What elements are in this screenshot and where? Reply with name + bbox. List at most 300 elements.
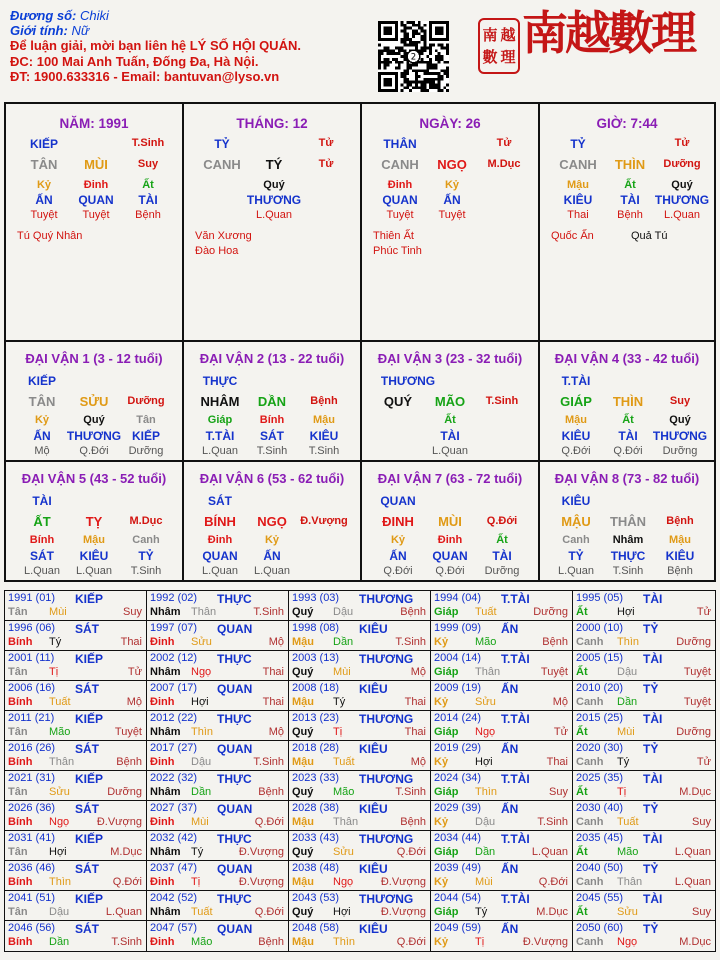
year-stem: Giáp — [434, 786, 459, 798]
year-stage: Thai — [262, 696, 284, 708]
year-stage: M.Dục — [536, 906, 568, 918]
year-stage: Tử — [127, 666, 142, 678]
year-branch: Mão — [191, 936, 213, 948]
year-branch: Thìn — [475, 786, 498, 798]
hidden-stage: Tuyệt — [438, 209, 466, 221]
year-cell — [431, 741, 573, 771]
year-stage: Tuyệt — [683, 696, 711, 708]
year-cell — [289, 621, 431, 651]
year-god: ẤN — [501, 622, 519, 636]
luck-hidden-stage: Q.Đới — [435, 565, 465, 577]
year-stage: Bệnh — [400, 606, 426, 618]
year-label: 1999 (09) — [434, 622, 482, 634]
luck-god: KIẾP — [27, 374, 56, 388]
year-label: 2048 (58) — [292, 922, 340, 934]
hidden-god: ẤN — [443, 193, 461, 207]
hidden-god: THƯƠNG — [246, 193, 302, 207]
year-stem: Kỷ — [434, 876, 449, 888]
year-stage: Đ.Vượng — [522, 936, 568, 948]
year-stem: Canh — [576, 696, 604, 708]
year-branch: Sửu — [617, 906, 638, 918]
year-branch: Thìn — [617, 636, 640, 648]
year-god: KIÊU — [359, 622, 388, 636]
luck-stage: Đ.Vượng — [300, 515, 348, 527]
year-stage: Dưỡng — [107, 786, 142, 798]
luck-hidden-stem: Kỷ — [390, 534, 406, 546]
year-stage: Bệnh — [116, 756, 142, 768]
luck-hidden-stage: Q.Đới — [561, 445, 591, 457]
year-cell — [289, 831, 431, 861]
year-stage: T.Sinh — [537, 816, 568, 828]
year-cell — [5, 891, 147, 921]
pillar-god: TỶ — [214, 137, 230, 151]
year-god: KIÊU — [359, 862, 388, 876]
year-stem: Tân — [8, 906, 28, 918]
luck-branch: DẦN — [257, 394, 287, 409]
year-stem: Canh — [576, 936, 604, 948]
luck-hidden-god: ẤN — [33, 429, 51, 443]
year-stage: Bệnh — [258, 936, 284, 948]
year-god: THỰC — [217, 832, 252, 846]
year-label: 2032 (42) — [150, 832, 198, 844]
luck-hidden-stage: Dưỡng — [484, 565, 520, 577]
luck-hidden-stage: T.Sinh — [256, 445, 288, 457]
year-label: 1996 (06) — [8, 622, 56, 634]
hidden-god: THƯƠNG — [654, 193, 710, 207]
pillar-title: NĂM: 1991 — [59, 116, 129, 131]
year-stem: Quý — [292, 606, 314, 618]
year-god: THƯƠNG — [359, 832, 414, 846]
year-stem: Canh — [576, 816, 604, 828]
year-label: 2029 (39) — [434, 802, 482, 814]
year-stem: Kỷ — [434, 936, 449, 948]
pillar-god-right: T.Sinh — [131, 137, 165, 149]
year-cell — [573, 711, 715, 741]
year-cell — [5, 921, 147, 951]
luck-branch: TỴ — [85, 514, 103, 529]
year-label: 2015 (25) — [576, 712, 624, 724]
hidden-stem: Quý — [263, 179, 285, 191]
year-branch: Sửu — [475, 696, 496, 708]
year-god: KIẾP — [75, 892, 104, 906]
luck-hidden-god: THỰC — [610, 549, 646, 563]
year-label: 2033 (43) — [292, 832, 340, 844]
year-stage: Q.Đới — [396, 936, 426, 948]
year-cell — [147, 861, 289, 891]
year-branch: Tị — [617, 786, 627, 798]
year-cell — [5, 831, 147, 861]
year-cell — [5, 861, 147, 891]
luck-hidden-stem: Kỷ — [264, 534, 280, 546]
year-stage: Suy — [692, 816, 711, 828]
year-cell — [289, 741, 431, 771]
year-label: 2013 (23) — [292, 712, 340, 724]
pillar-god: THÂN — [383, 137, 417, 151]
year-god: QUAN — [217, 862, 253, 876]
year-stem: Bính — [8, 936, 33, 948]
pillar-box — [4, 102, 184, 342]
year-branch: Tị — [475, 936, 485, 948]
pillar-stage: Suy — [137, 158, 159, 170]
luck-hidden-stage: T.Sinh — [308, 445, 340, 457]
luck-stem: TÂN — [28, 394, 56, 409]
hidden-stage: L.Quan — [663, 209, 701, 221]
year-stage: Q.Đới — [538, 876, 568, 888]
luck-hidden-god: KIÊU — [309, 429, 339, 443]
hidden-stem: Đinh — [83, 179, 109, 191]
year-god: T.TÀI — [501, 592, 530, 606]
hidden-god: ẤN — [35, 193, 53, 207]
pillar-stage: Dưỡng — [663, 158, 701, 170]
year-branch: Hợi — [617, 606, 635, 618]
year-god: T.TÀI — [501, 712, 530, 726]
hidden-god: TÀI — [620, 193, 640, 207]
luck-hidden-stem: Mậu — [83, 534, 105, 546]
year-stage: L.Quan — [531, 846, 568, 858]
luck-stem: ĐINH — [382, 514, 414, 529]
hidden-stage: L.Quan — [255, 209, 293, 221]
year-label: 2049 (59) — [434, 922, 482, 934]
year-god: THƯƠNG — [359, 712, 414, 726]
luck-god: QUAN — [380, 494, 416, 508]
luck-hidden-stem: Nhâm — [612, 534, 644, 546]
year-stage: Suy — [692, 906, 711, 918]
year-stem: Quý — [292, 726, 314, 738]
luck-hidden-stem: Đinh — [207, 534, 233, 546]
special-star: Quả Tú — [631, 230, 668, 242]
year-stage: Suy — [123, 606, 142, 618]
hidden-stage: Tuyệt — [82, 209, 110, 221]
year-stem: Ất — [576, 906, 588, 918]
luck-god: KIÊU — [561, 494, 591, 508]
year-god: TỶ — [643, 922, 659, 936]
year-branch: Dậu — [617, 666, 638, 678]
year-label: 1995 (05) — [576, 592, 624, 604]
year-label: 1998 (08) — [292, 622, 340, 634]
luck-hidden-stem: Kỷ — [34, 414, 50, 426]
year-branch: Dậu — [475, 816, 496, 828]
year-cell — [5, 801, 147, 831]
year-stage: Tử — [696, 756, 711, 768]
year-label: 2037 (47) — [150, 862, 198, 874]
year-stem: Đinh — [150, 816, 175, 828]
year-stem: Bính — [8, 876, 33, 888]
luck-stem: ẤT — [33, 514, 51, 529]
luck-hidden-god: KIẾP — [131, 429, 160, 443]
year-cell — [573, 831, 715, 861]
year-stage: Q.Đới — [254, 906, 284, 918]
luck-god: SÁT — [208, 494, 232, 508]
year-stage: T.Sinh — [253, 606, 284, 618]
year-cell — [147, 891, 289, 921]
year-label: 2022 (32) — [150, 772, 198, 784]
luck-branch: NGỌ — [257, 514, 287, 529]
year-god: KIÊU — [359, 922, 388, 936]
year-branch: Thân — [49, 756, 75, 768]
year-cell — [147, 651, 289, 681]
year-cell — [5, 741, 147, 771]
luck-branch: MÙI — [438, 514, 462, 529]
year-stem: Tân — [8, 726, 28, 738]
luck-hidden-stem: Bính — [29, 534, 55, 546]
year-label: 2016 (26) — [8, 742, 56, 754]
year-branch: Thân — [617, 876, 643, 888]
luck-branch: MÃO — [434, 394, 466, 409]
year-branch: Thìn — [49, 876, 72, 888]
year-branch: Tuất — [49, 696, 71, 708]
luck-hidden-stage: Bệnh — [667, 565, 693, 577]
luck-hidden-god: KIÊU — [665, 549, 695, 563]
year-god: KIẾP — [75, 772, 104, 786]
luck-hidden-stem: Quý — [83, 414, 105, 426]
pillar-box — [538, 102, 716, 342]
year-stem: Đinh — [150, 756, 175, 768]
year-stage: Suy — [549, 786, 568, 798]
year-branch: Thân — [333, 816, 359, 828]
luck-hidden-stem: Bính — [259, 414, 285, 426]
year-god: T.TÀI — [501, 832, 530, 846]
year-branch: Sửu — [49, 786, 70, 798]
luck-branch: THÌN — [612, 394, 644, 409]
year-cell — [5, 621, 147, 651]
luck-pillar-box — [360, 460, 540, 582]
year-branch: Mùi — [475, 876, 493, 888]
year-cell — [147, 771, 289, 801]
luck-pillar-box — [538, 460, 716, 582]
year-stem: Mậu — [292, 756, 314, 768]
special-star: Tú Quý Nhân — [17, 230, 83, 242]
year-stage: Q.Đới — [396, 846, 426, 858]
luck-branch: SỬU — [79, 394, 109, 409]
year-label: 2020 (30) — [576, 742, 624, 754]
year-branch: Ngọ — [617, 936, 638, 948]
year-stem: Ất — [576, 606, 588, 618]
year-stage: L.Quan — [674, 876, 711, 888]
year-label: 2030 (40) — [576, 802, 624, 814]
luck-pillar-box — [182, 460, 362, 582]
year-stem: Giáp — [434, 666, 459, 678]
luck-god: TÀI — [32, 494, 52, 508]
year-stage: Mộ — [268, 726, 284, 738]
year-god: QUAN — [217, 682, 253, 696]
luck-hidden-god: TÀI — [618, 429, 638, 443]
year-label: 2009 (19) — [434, 682, 482, 694]
gender-value: Nữ — [71, 23, 90, 39]
hidden-stage: Bệnh — [617, 209, 643, 221]
year-stage: M.Dục — [110, 846, 142, 858]
luck-hidden-god: TÀI — [440, 429, 460, 443]
year-branch: Tị — [191, 876, 201, 888]
year-cell — [289, 591, 431, 621]
pillar-stem: TÂN — [30, 157, 58, 172]
year-god: KIÊU — [359, 742, 388, 756]
year-branch: Dần — [49, 936, 70, 948]
year-god: SÁT — [75, 922, 99, 936]
year-stem: Canh — [576, 636, 604, 648]
year-label: 2006 (16) — [8, 682, 56, 694]
year-stem: Mậu — [292, 876, 314, 888]
year-stem: Ất — [576, 786, 588, 798]
special-star: Quốc Ấn — [551, 230, 594, 242]
year-label: 1992 (02) — [150, 592, 198, 604]
year-god: THƯƠNG — [359, 652, 414, 666]
luck-hidden-stage: L.Quan — [23, 565, 61, 577]
year-label: 2045 (55) — [576, 892, 624, 904]
year-branch: Mão — [333, 786, 355, 798]
year-god: TÀI — [643, 772, 663, 786]
luck-hidden-stem: Mậu — [565, 414, 587, 426]
year-label: 2031 (41) — [8, 832, 56, 844]
luck-hidden-god: T.TÀI — [205, 429, 235, 443]
year-cell — [147, 741, 289, 771]
year-stage: Tuyệt — [540, 666, 568, 678]
year-stem: Nhâm — [150, 726, 181, 738]
year-god: TỶ — [643, 622, 659, 636]
luck-hidden-stem: Mậu — [313, 414, 335, 426]
luck-hidden-god: ẤN — [263, 549, 281, 563]
luck-hidden-god: QUAN — [202, 549, 238, 563]
pillar-god: TỶ — [570, 137, 586, 151]
year-branch: Thân — [191, 606, 217, 618]
luck-stage: Bệnh — [666, 515, 694, 527]
pillar-branch: TÝ — [265, 157, 283, 172]
year-stage: M.Dục — [679, 936, 711, 948]
year-god: T.TÀI — [501, 652, 530, 666]
year-branch: Hợi — [475, 756, 493, 768]
year-stem: Tân — [8, 606, 28, 618]
year-stage: Đ.Vượng — [380, 876, 426, 888]
year-stage: Thai — [404, 726, 426, 738]
year-stage: Đ.Vượng — [238, 876, 284, 888]
hidden-stage: Tuyệt — [30, 209, 58, 221]
year-god: TÀI — [643, 652, 663, 666]
address-line: ĐC: 100 Mai Anh Tuấn, Đống Đa, Hà Nội. — [10, 53, 259, 69]
year-cell — [431, 711, 573, 741]
year-branch: Tuất — [475, 606, 497, 618]
luck-stage: Suy — [669, 395, 691, 407]
year-cell — [431, 861, 573, 891]
luck-hidden-stem: Mậu — [669, 534, 691, 546]
year-branch: Tuất — [617, 816, 639, 828]
hidden-stem: Kỷ — [444, 179, 460, 191]
luck-hidden-god: QUAN — [432, 549, 468, 563]
pillar-title: NGÀY: 26 — [419, 116, 481, 131]
year-label: 2043 (53) — [292, 892, 340, 904]
year-stem: Nhâm — [150, 786, 181, 798]
luck-hidden-stem: Quý — [669, 414, 691, 426]
special-star: Văn Xương — [195, 230, 252, 242]
year-stem: Quý — [292, 786, 314, 798]
year-branch: Tý — [617, 756, 630, 768]
year-label: 2047 (57) — [150, 922, 198, 934]
luck-hidden-stem: Giáp — [207, 414, 233, 426]
contact-line: Để luận giải, mời bạn liên hệ LÝ SỐ HỘI QUÁN. — [10, 38, 301, 54]
luck-hidden-stem: Đinh — [437, 534, 463, 546]
year-god: SÁT — [75, 622, 99, 636]
luck-god: THỰC — [202, 374, 238, 388]
year-stem: Đinh — [150, 936, 175, 948]
year-cell — [573, 891, 715, 921]
year-cell — [573, 591, 715, 621]
year-god: KIÊU — [359, 682, 388, 696]
year-stem: Tân — [8, 666, 28, 678]
luck-hidden-god: TÀI — [492, 549, 512, 563]
luck-stem: GIÁP — [560, 394, 592, 409]
year-branch: Mùi — [191, 816, 209, 828]
year-stage: Mộ — [410, 756, 426, 768]
luck-pillar-box — [182, 340, 362, 462]
luck-title: ĐẠI VẬN 1 (3 - 12 tuổi) — [25, 351, 163, 366]
luck-title: ĐẠI VẬN 3 (23 - 32 tuổi) — [377, 351, 523, 366]
luck-stage: Dưỡng — [127, 395, 165, 407]
year-stage: Tuyệt — [114, 726, 142, 738]
year-stem: Bính — [8, 816, 33, 828]
year-cell — [431, 651, 573, 681]
year-cell — [289, 801, 431, 831]
year-cell — [289, 891, 431, 921]
year-stage: T.Sinh — [253, 756, 284, 768]
year-cell — [5, 681, 147, 711]
year-god: T.TÀI — [501, 772, 530, 786]
year-branch: Dần — [191, 786, 212, 798]
year-god: QUAN — [217, 802, 253, 816]
year-branch: Mùi — [49, 606, 67, 618]
year-branch: Dậu — [191, 756, 212, 768]
year-cell — [431, 621, 573, 651]
year-stage: M.Dục — [679, 786, 711, 798]
year-stem: Ất — [576, 726, 588, 738]
hidden-god: TÀI — [138, 193, 158, 207]
year-cell — [147, 831, 289, 861]
year-god: TÀI — [643, 832, 663, 846]
luck-hidden-stage: Dưỡng — [128, 445, 164, 457]
luck-hidden-stage: T.Sinh — [130, 565, 162, 577]
year-label: 2046 (56) — [8, 922, 56, 934]
year-branch: Ngọ — [475, 726, 496, 738]
year-god: THỰC — [217, 892, 252, 906]
luck-hidden-stage: Dưỡng — [662, 445, 698, 457]
year-label: 1994 (04) — [434, 592, 482, 604]
year-stage: Mộ — [268, 636, 284, 648]
year-god: THỰC — [217, 772, 252, 786]
year-god: SÁT — [75, 802, 99, 816]
year-label: 2027 (37) — [150, 802, 198, 814]
luck-hidden-god: THƯƠNG — [652, 429, 708, 443]
year-cell — [573, 681, 715, 711]
year-god: SÁT — [75, 682, 99, 696]
luck-stem: QUÝ — [383, 394, 413, 409]
year-branch: Sửu — [333, 846, 354, 858]
year-god: SÁT — [75, 862, 99, 876]
phone-email-line: ĐT: 1900.633316 - Email: bantuvan@lyso.vn — [10, 68, 280, 84]
year-god: QUAN — [217, 922, 253, 936]
year-stage: Q.Đới — [112, 876, 142, 888]
year-label: 2028 (38) — [292, 802, 340, 814]
year-stage: T.Sinh — [395, 636, 426, 648]
year-god: TÀI — [643, 892, 663, 906]
year-stem: Ất — [576, 846, 588, 858]
year-stage: Thai — [546, 756, 568, 768]
pillar-stage: Tử — [318, 158, 334, 170]
luck-hidden-god: TỶ — [568, 549, 584, 563]
pillar-branch: THÌN — [614, 157, 646, 172]
year-label: 2035 (45) — [576, 832, 624, 844]
luck-hidden-stage: Mộ — [34, 445, 50, 457]
luck-god: T.TÀI — [561, 374, 591, 388]
year-branch: Dần — [475, 846, 496, 858]
year-branch: Ngọ — [49, 816, 70, 828]
year-label: 2039 (49) — [434, 862, 482, 874]
